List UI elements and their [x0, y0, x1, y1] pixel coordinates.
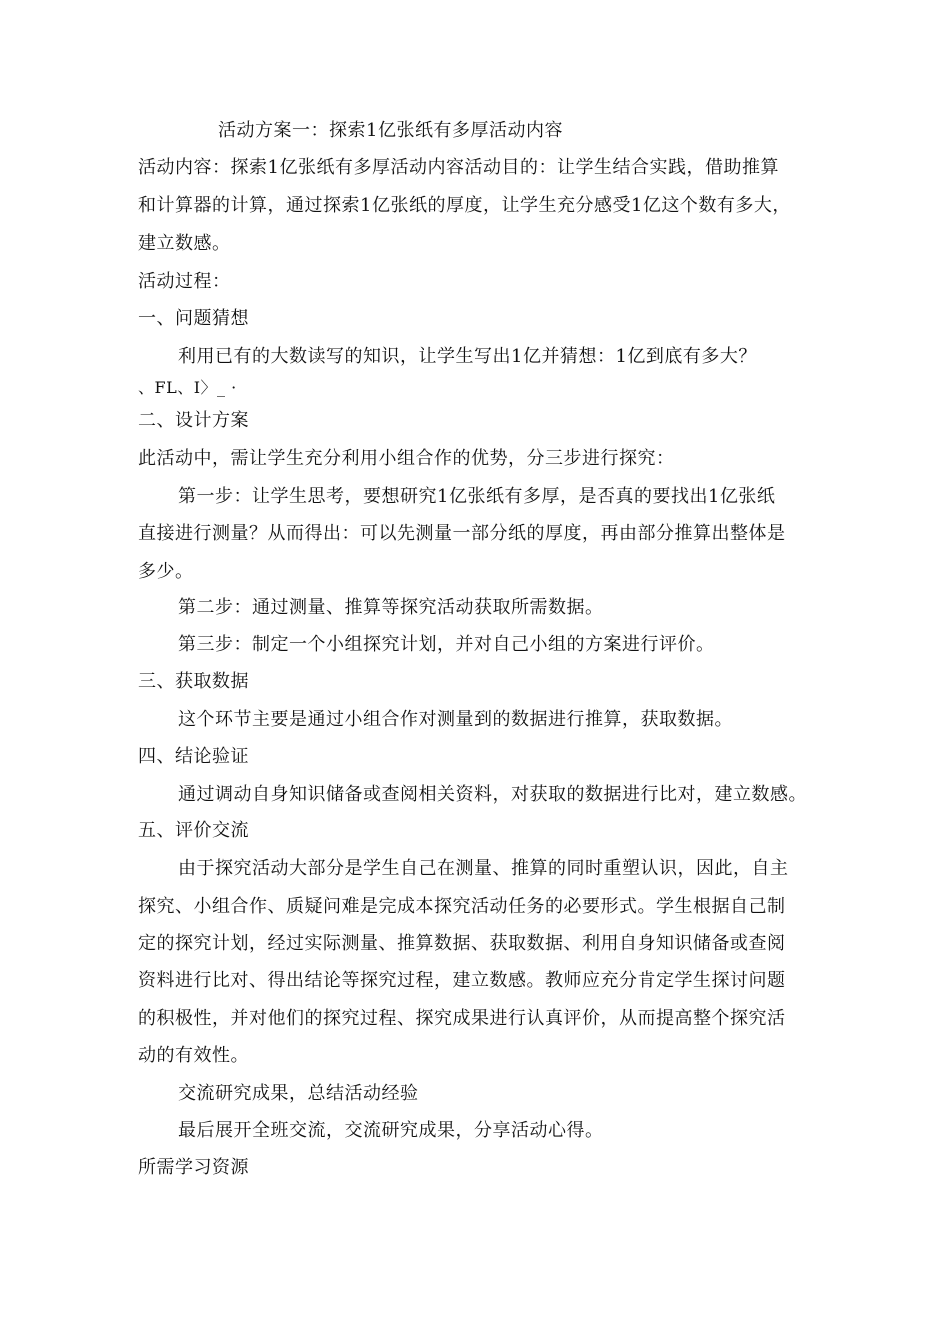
section1-heading: 一、问题猜想	[138, 308, 249, 329]
section1-body: 利用已有的大数读写的知识，让学生写出1亿并猜想：1亿到底有多大？	[178, 346, 757, 367]
summary-text: 交流研究成果，总结活动经验	[178, 1083, 419, 1104]
step1-line-1: 第一步：让学生思考，要想研究1亿张纸有多厚，是否真的要找出1亿张纸	[178, 486, 776, 507]
process-label: 活动过程：	[138, 271, 231, 292]
step1-line-2: 直接进行测量？从而得出：可以先测量一部分纸的厚度，再由部分推算出整体是	[138, 523, 786, 544]
section3-heading: 三、获取数据	[138, 671, 249, 692]
section4-body: 通过调动自身知识储备或查阅相关资料，对获取的数据进行比对，建立数感。	[178, 784, 807, 805]
resources-label: 所需学习资源	[138, 1157, 249, 1178]
section5-line-6: 动的有效性。	[138, 1045, 249, 1066]
section5-line-1: 由于探究活动大部分是学生自己在测量、推算的同时重塑认识，因此，自主	[178, 858, 789, 879]
section5-heading: 五、评价交流	[138, 820, 249, 841]
step1-line-3: 多少。	[138, 561, 194, 582]
section5-line-3: 定的探究计划，经过实际测量、推算数据、获取数据、利用自身知识储备或查阅	[138, 933, 786, 954]
intro-line-3: 建立数感。	[138, 233, 231, 254]
intro-line-2: 和计算器的计算，通过探索1亿张纸的厚度，让学生充分感受1亿这个数有多大，	[138, 195, 791, 216]
section5-line-5: 的积极性，并对他们的探究过程、探究成果进行认真评价，从而提高整个探究活	[138, 1008, 786, 1029]
step3-text: 第三步：制定一个小组探究计划，并对自己小组的方案进行评价。	[178, 634, 715, 655]
document-title: 活动方案一：探索1亿张纸有多厚活动内容	[218, 120, 563, 141]
final-text: 最后展开全班交流，交流研究成果，分享活动心得。	[178, 1120, 604, 1141]
section2-intro: 此活动中，需让学生充分利用小组合作的优势，分三步进行探究：	[138, 448, 675, 469]
step2-text: 第二步：通过测量、推算等探究活动获取所需数据。	[178, 597, 604, 618]
section4-heading: 四、结论验证	[138, 746, 249, 767]
intro-line-1: 活动内容：探索1亿张纸有多厚活动内容活动目的：让学生结合实践，借助推算	[138, 157, 779, 178]
section5-line-2: 探究、小组合作、质疑问难是完成本探究活动任务的必要形式。学生根据自己制	[138, 896, 786, 917]
section2-heading: 二、设计方案	[138, 410, 249, 431]
section5-line-4: 资料进行比对、得出结论等探究过程，建立数感。教师应充分肯定学生探讨问题	[138, 970, 786, 991]
section3-body: 这个环节主要是通过小组合作对测量到的数据进行推算，获取数据。	[178, 709, 733, 730]
section1-stray-text: 、FL、I〉_ ·	[138, 378, 237, 397]
